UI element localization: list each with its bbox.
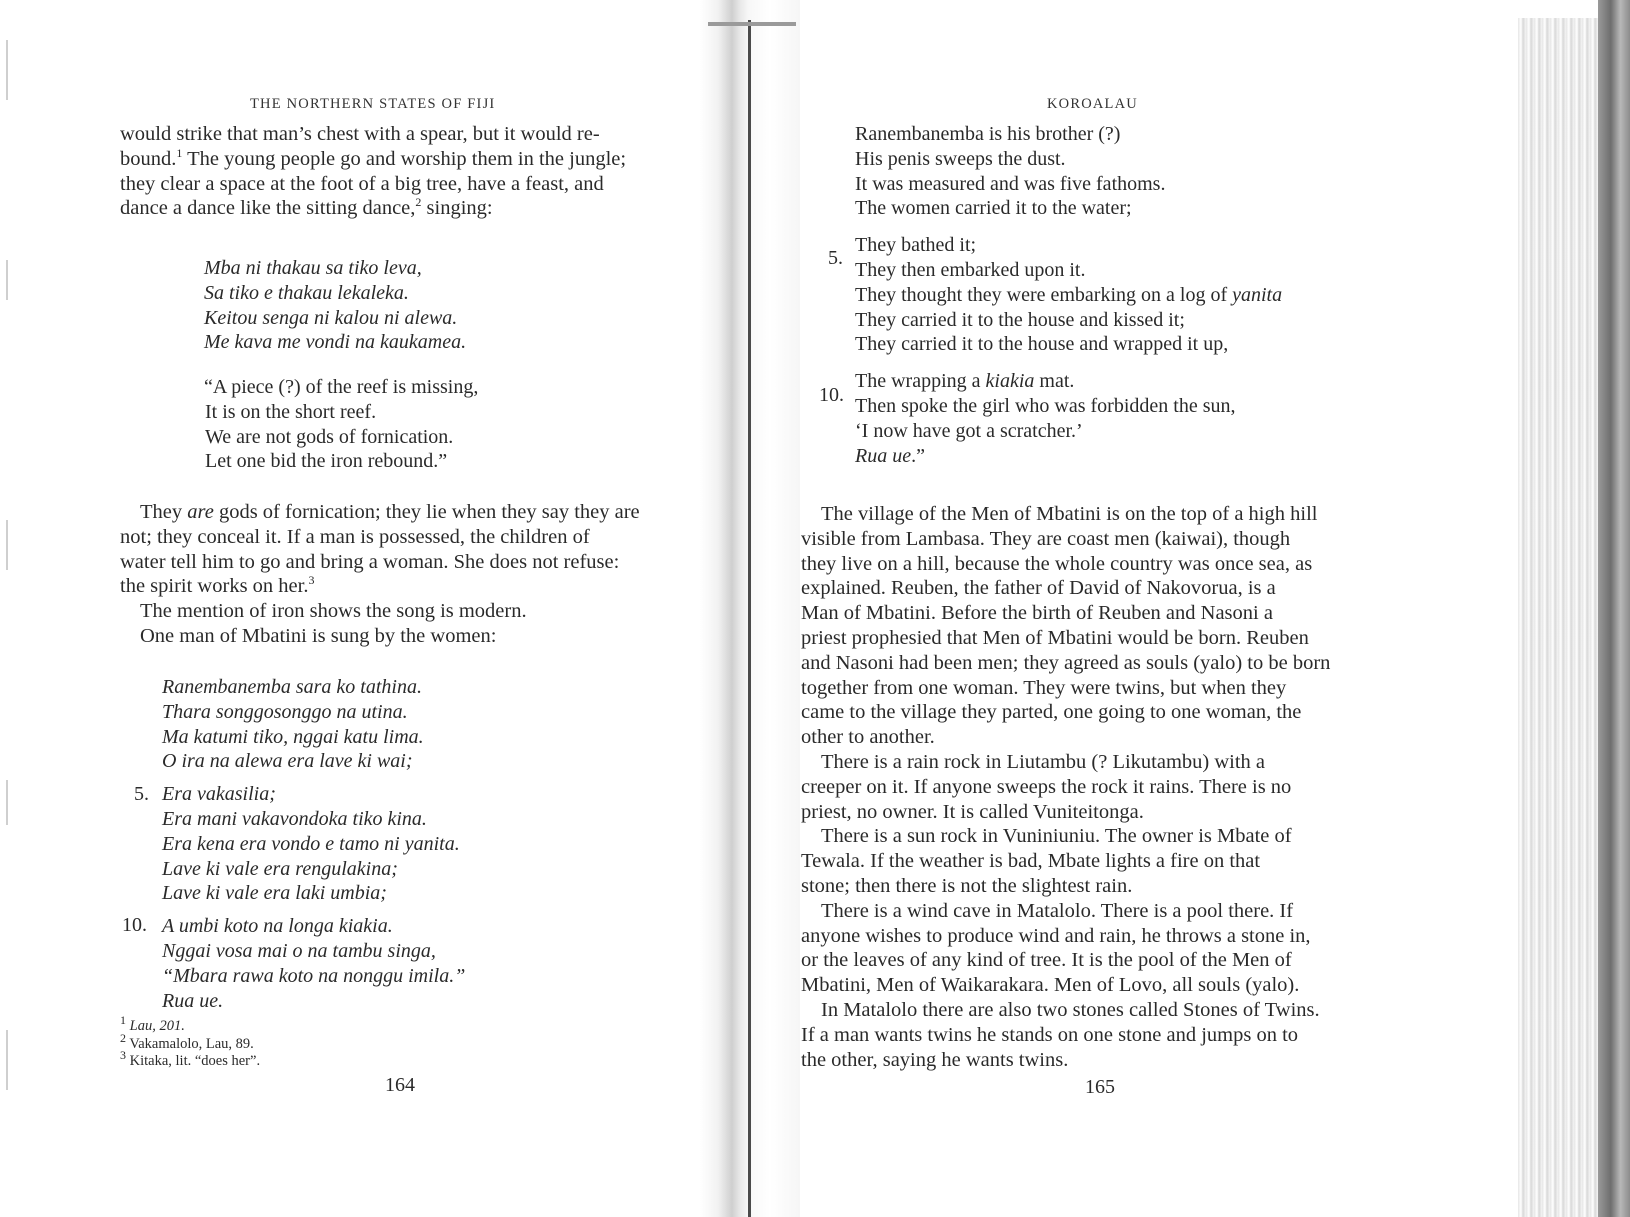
fijian-song-verse xyxy=(204,256,466,355)
mbatini-song-verse xyxy=(162,675,465,1013)
verse-line: They carried it to the house and wrapped it up, xyxy=(855,333,1229,356)
verse-line: Ma katumi tiko, nggai katu lima. xyxy=(162,725,424,748)
text-line: they clear a space at the foot of a big tree, have a feast, and xyxy=(120,172,604,195)
footnote-mark: 2 xyxy=(120,1030,126,1045)
verse-line: They then embarked upon it. xyxy=(855,258,1086,281)
text-line: The village of the Men of Mbatini is on the top of a high hill xyxy=(821,503,1318,525)
verse-line: ‘I now have got a scratcher.’ xyxy=(855,419,1083,442)
verse-line: “Mbara rawa koto na nonggu imila.” xyxy=(162,964,466,987)
text-line: other to another. xyxy=(801,726,935,749)
opening-paragraph xyxy=(120,122,698,221)
verse-line: Rua ue. xyxy=(162,989,224,1012)
text-run: the spirit works on her. xyxy=(120,575,309,598)
fornication-paragraph xyxy=(120,500,698,649)
footnote-ref: 2 xyxy=(415,195,422,210)
text-line: they live on a hill, because the whole country was once sea, as xyxy=(801,552,1313,575)
text-line: priest, no owner. It is called Vuniteitonga. xyxy=(801,800,1144,823)
footnote-ref: 1 xyxy=(176,145,183,160)
verse-line: A umbi koto na longa kiakia. xyxy=(162,915,393,938)
verse-line: Thara songgosonggo na utina. xyxy=(162,700,408,723)
line-number: 5. xyxy=(828,247,843,269)
text-line: Mbatini, Men of Waikarakara. Men of Lovo, all souls (yalo). xyxy=(801,974,1300,997)
verse-line: O ira na alewa era lave ki wai; xyxy=(162,750,413,773)
text-line xyxy=(120,500,698,525)
text-run: The young people go and worship them in the jungle; xyxy=(182,147,627,170)
text-line: Man of Mbatini. Before the birth of Reuben and Nasoni a xyxy=(801,602,1273,625)
margin-mark xyxy=(6,520,8,570)
book-spine-cap xyxy=(708,22,796,26)
running-head-left: THE NORTHERN STATES OF FIJI xyxy=(250,96,496,112)
book-cover-edge xyxy=(1598,0,1630,1217)
verse-line: Nggai vosa mai o na tambu singa, xyxy=(162,939,436,962)
text-run: mat. xyxy=(1034,370,1075,393)
verse-line: Mba ni thakau sa tiko leva, xyxy=(204,257,422,279)
text-line: In Matalolo there are also two stones called Stones of Twins. xyxy=(821,998,1320,1021)
text-line xyxy=(120,147,698,172)
text-line xyxy=(120,574,698,599)
verse-line: Keitou senga ni kalou ni alewa. xyxy=(204,306,458,329)
text-line: Tewala. If the weather is bad, Mbate lights a fire on that xyxy=(801,850,1261,873)
english-song-verse xyxy=(204,375,478,474)
footnote-mark: 1 xyxy=(120,1013,126,1028)
text-run: yanita xyxy=(1232,283,1283,306)
text-line: or the leaves of any kind of tree. It is the pool of the Men of xyxy=(801,949,1292,972)
text-run: They thought they were embarking on a log of xyxy=(855,283,1233,306)
text-line: There is a sun rock in Vuniniuniu. The owner is Mbate of xyxy=(821,825,1292,848)
text-line: water tell him to go and bring a woman. She does not refuse: xyxy=(120,550,620,573)
running-head-right: KOROALAU xyxy=(1047,96,1138,112)
margin-mark xyxy=(6,1030,8,1090)
text-run: They xyxy=(140,501,188,523)
text-run: gods of fornication; they lie when they say they are xyxy=(213,501,640,523)
mbatini-paragraph xyxy=(801,502,1399,1072)
text-line: If a man wants twins he stands on one stone and jumps on to xyxy=(801,1023,1299,1046)
text-line: anyone wishes to produce wind and rain, he throws a stone in, xyxy=(801,924,1311,947)
line-number: 5. xyxy=(134,783,149,805)
text-line: There is a wind cave in Matalolo. There is a pool there. If xyxy=(821,899,1294,922)
text-line: The mention of iron shows the song is modern. xyxy=(140,600,527,623)
verse-line: They bathed it; xyxy=(855,234,977,257)
text-run: dance a dance like the sitting dance, xyxy=(120,197,416,220)
text-run: Rua ue xyxy=(855,444,912,467)
verse-line: Era vakasilia; xyxy=(162,783,276,806)
text-run: are xyxy=(187,501,214,523)
text-line: not; they conceal it. If a man is possessed, the children of xyxy=(120,525,590,548)
text-run: kiakia xyxy=(985,370,1035,393)
text-line: One man of Mbatini is sung by the women: xyxy=(140,624,497,647)
footnote xyxy=(120,1030,260,1054)
verse-line: His penis sweeps the dust. xyxy=(855,147,1066,170)
text-line: the other, saying he wants twins. xyxy=(801,1048,1069,1071)
text-line: explained. Reuben, the father of David of Nakovorua, is a xyxy=(801,577,1276,600)
verse-line: Lave ki vale era rengulakina; xyxy=(162,857,398,880)
footnote-text: Vakamalolo, Lau, 89. xyxy=(129,1035,254,1052)
text-line: priest prophesied that Men of Mbatini would be born. Reuben xyxy=(801,626,1309,649)
verse-line: They carried it to the house and kissed it; xyxy=(855,308,1185,331)
book-spine-line xyxy=(748,20,751,1217)
page-number-right: 165 xyxy=(1085,1076,1115,1098)
text-run: singing: xyxy=(421,197,493,220)
verse-line: Then spoke the girl who was forbidden the sun, xyxy=(855,394,1236,417)
footnote xyxy=(120,1048,261,1071)
footnotes xyxy=(120,1013,261,1071)
text-line: would strike that man’s chest with a spear, but it would re- xyxy=(120,123,600,145)
margin-mark xyxy=(6,260,8,300)
verse-line: “A piece (?) of the reef is missing, xyxy=(204,376,479,398)
verse-line xyxy=(855,444,1282,469)
verse-line: Let one bid the iron rebound.” xyxy=(205,450,448,473)
text-run: .” xyxy=(911,444,925,467)
verse-line: Era mani vakavondoka tiko kina. xyxy=(162,807,427,830)
verse-line: Sa tiko e thakau lekaleka. xyxy=(204,281,409,304)
text-line: came to the village they parted, one going to one woman, the xyxy=(801,701,1302,724)
footnote-mark: 3 xyxy=(120,1048,126,1063)
verse-line: We are not gods of fornication. xyxy=(205,425,454,448)
footnote-text: Lau, 201. xyxy=(129,1018,185,1034)
text-run: bound. xyxy=(120,147,177,170)
verse-line: It is on the short reef. xyxy=(205,400,377,423)
verse-line xyxy=(855,283,1282,308)
verse-line: It was measured and was five fathoms. xyxy=(855,172,1166,195)
verse-line: The women carried it to the water; xyxy=(855,197,1132,220)
footnote-text: Kitaka, lit. “does her”. xyxy=(129,1053,261,1069)
line-number: 10. xyxy=(122,914,147,936)
text-line: stone; then there is not the slightest rain. xyxy=(801,874,1133,897)
footnote-ref: 3 xyxy=(308,573,315,588)
song-translation-verse xyxy=(855,122,1282,468)
line-number: 10. xyxy=(819,384,844,406)
verse-line: Ranembanemba is his brother (?) xyxy=(855,123,1121,145)
verse-line: Era kena era vondo e tamo ni yanita. xyxy=(162,832,460,855)
text-line xyxy=(120,196,698,221)
margin-mark xyxy=(6,40,8,100)
margin-mark xyxy=(6,780,8,825)
verse-line: Ranembanemba sara ko tathina. xyxy=(162,676,422,698)
text-run: The wrapping a xyxy=(855,370,986,393)
text-line: visible from Lambasa. They are coast men (kaiwai), though xyxy=(801,527,1291,550)
text-line: together from one woman. They were twins, but when they xyxy=(801,676,1287,699)
verse-line xyxy=(855,369,1282,394)
verse-line: Lave ki vale era laki umbia; xyxy=(162,882,387,905)
text-line: creeper on it. If anyone sweeps the rock it rains. There is no xyxy=(801,775,1292,798)
footnote xyxy=(120,1013,260,1036)
page-number-left: 164 xyxy=(385,1074,415,1096)
verse-line: Me kava me vondi na kaukamea. xyxy=(204,331,467,354)
text-line: and Nasoni had been men; they agreed as souls (yalo) to be born xyxy=(801,651,1331,674)
text-line: There is a rain rock in Liutambu (? Likutambu) with a xyxy=(821,750,1266,773)
